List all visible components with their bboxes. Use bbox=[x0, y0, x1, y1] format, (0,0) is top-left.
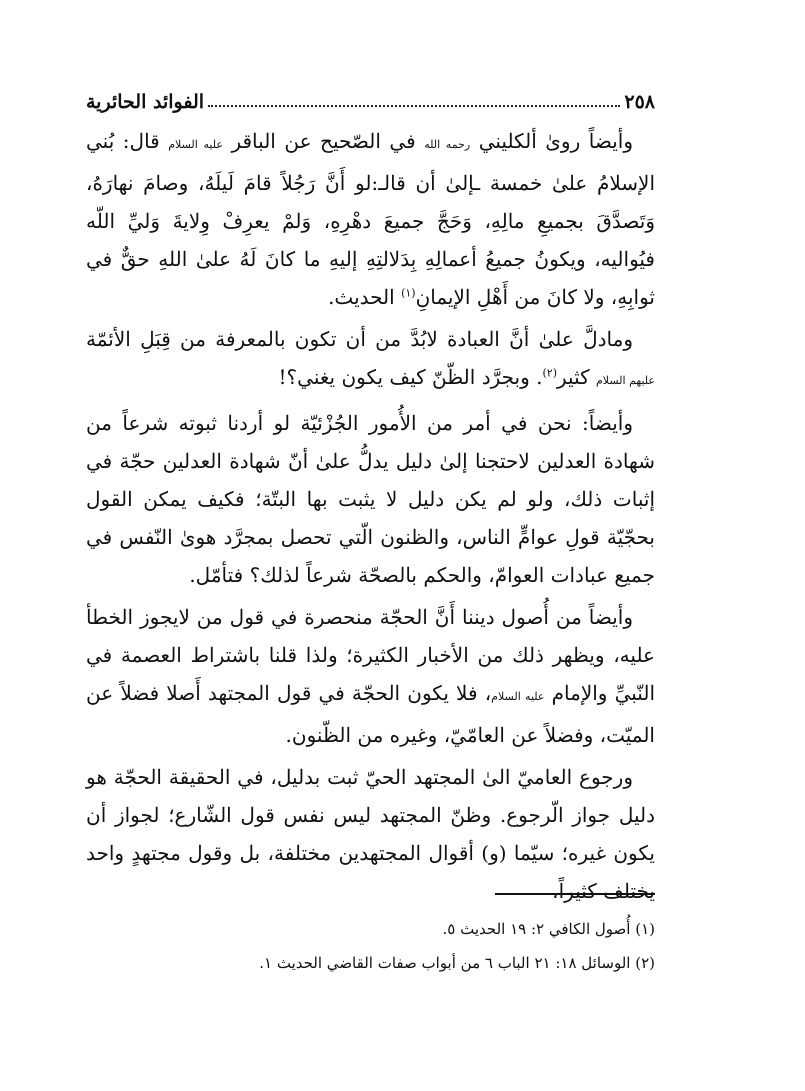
honorific: عليهم السلام bbox=[595, 374, 655, 387]
footnote: (١) أُصول الكافي ٢: ١٩ الحديث ٥. bbox=[442, 920, 655, 938]
paragraph: وأيضاً: نحن في أمر من الأُمور الجُزْئيّة لو أردنا ثبوته شرعاً من شهادة العدلين لاحتجنا إلىٰ دليل يدلُّ علىٰ أنّ شهادة العدلين حجّة في إثبات ذلك، ولو لم يكن دليل لا يثبت بها البتّة؛ فكيف يمكن القول بحجّيّة قولِ عوامٍّ الناس، والظنون الّتي تحصل بمجرَّد هوىٰ النّفس في جميع عبادات العوامّ، والحكم بالصحّة شرعاً لذلك؟ فتأمّل. bbox=[86, 411, 655, 587]
page-number: ٢٥٨ bbox=[624, 91, 655, 113]
footnote-ref: (١) bbox=[401, 286, 416, 300]
paragraph: ورجوع العاميّ الىٰ المجتهد الحيّ ثبت بدليل، في الحقيقة الحجّة هو دليل جواز الّرجوع. وظنّ المجتهد ليس نفس قول الشّارع؛ لجواز أن يكون غيره؛ سيّما (و) أقوال المجتهدين مختلفة، بل وقول مجتهدٍ واحد يختلف كثيراً، bbox=[86, 765, 655, 903]
book-title: الفوائد الحائرية bbox=[86, 91, 205, 113]
honorific: عليه السلام bbox=[491, 690, 545, 703]
honorific: عليه السلام bbox=[168, 138, 223, 151]
footnote-separator bbox=[495, 893, 655, 895]
paragraph: وأيضاً من أُصول ديننا أَنَّ الحجّة منحصرة في قول من لايجوز الخطأ عليه، ويظهر ذلك من الأخبار الكثيرة؛ ولذا قلنا باشتراط العصمة في النّبيِّ والإمام عليه السلام، فلا يكون الحجّة في قول المجتهد أَصلا فضلاً عن الميّت، وفضلاً عن العامّيّ، وغيره من الظّنون. bbox=[86, 605, 655, 747]
footnote: (٢) الوسائل ١٨: ٢١ الباب ٦ من أبواب صفات القاضي الحديث ١. bbox=[259, 954, 655, 972]
honorific: رحمه الله bbox=[424, 138, 471, 151]
dot-leader bbox=[208, 105, 620, 107]
paragraph: وأيضاً روىٰ ألكليني رحمه الله في الصّحيح عن الباقر عليه السلام قال: بُني الإسلامُ علىٰ خمسة ـإلىٰ أن قالـ:لو أَنَّ رَجُلاً قامَ لَيلَهُ، وصامَ نهارَهُ، وَتَصدَّقَ بجميعِ مالِهِ، وَحَجَّ جميعَ دهْرِهِ، وَلمْ يعرِفْ وِلايةَ وَليِّ اللّه فيُواليه، ويكونُ جميعُ أعمالِهِ بِدَلالتِهِ إليهِ ما كانَ لَهُ علىٰ اللهِ حقٌّ في ثوابِهِ، ولا كانَ من أَهْلِ الإيمانِ$^{(١)}$ الحديث. bbox=[86, 129, 655, 309]
main-text bbox=[86, 122, 655, 914]
running-header bbox=[86, 83, 655, 113]
footnotes bbox=[86, 912, 655, 980]
footnote-ref: (٢) bbox=[542, 366, 557, 380]
paragraph: ومادلَّ علىٰ أنَّ العبادة لابُدَّ من أن تكون بالمعرفة من قِبَلِ الأئمّة عليهم السلام كثير$^{(٢)}$. وبجرَّد الظّنّ كيف يكون يغني؟! bbox=[86, 327, 655, 389]
